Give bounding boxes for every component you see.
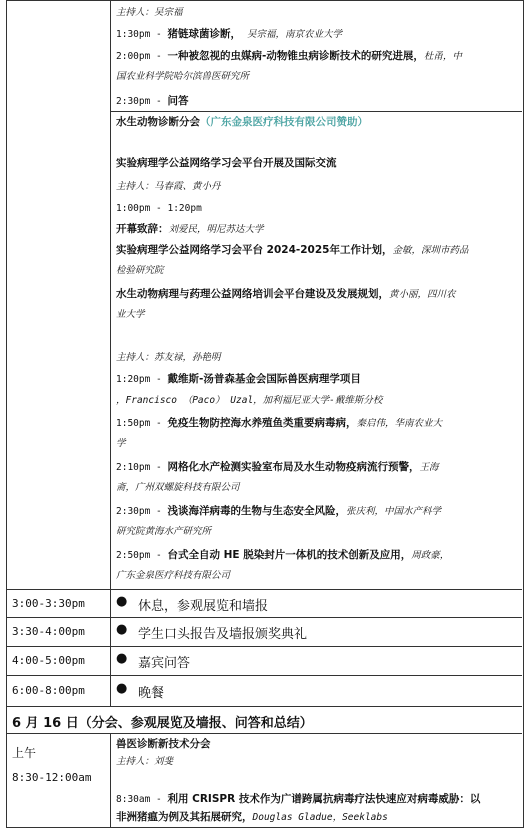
host-line: 主持人：苏友禄，孙艳明 <box>116 352 221 363</box>
row-divider <box>6 617 522 618</box>
day-header: 6 月 16 日（分会、参观展览及墙报、问答和总结） <box>12 716 313 731</box>
row-divider <box>6 589 522 590</box>
talk-title: 戴维斯-汤普森基金会国际兽医病理学项目 <box>167 373 361 385</box>
talk-speaker: 吴宗福，南京农业大学 <box>246 29 342 40</box>
row-time: 4:00-5:00pm <box>12 654 85 667</box>
forum-title: 实验病理学公益网络学习会平台开展及国际交流 <box>116 157 337 169</box>
bullet-icon: ● <box>116 651 128 666</box>
session-title: 水生动物诊断分会（广东金泉医疗科技有限公司赞助） <box>116 116 368 128</box>
talk-line: 2:00pm - 一种被忽视的虫媒病-动物锥虫病诊断技术的研究进展，杜甬，中 <box>116 50 462 62</box>
talk-line: 1:20pm - 戴维斯-汤普森基金会国际兽医病理学项目 <box>116 373 361 385</box>
talk-line: 水生动物病理与药理公益网络培训会平台建设及发展规划，黄小丽，四川农 <box>116 288 456 300</box>
talk-title: 猪链球菌诊断， <box>167 28 241 40</box>
row-item: 学生口头报告及墙报颁奖典礼 <box>138 627 308 642</box>
talk-title: 台式全自动 HE 脱染封片一体机的技术创新及应用， <box>167 549 412 561</box>
talk-line: 1:30pm - 猪链球菌诊断， 吴宗福，南京农业大学 <box>116 28 342 40</box>
talk-line: 2:10pm - 网格化水产检测实验室布局及水生动物疫病流行预警，王海 <box>116 461 439 473</box>
bullet-icon: ● <box>116 681 128 696</box>
talk-title: 利用 CRISPR 技术作为广谱跨属抗病毒疗法快速应对病毒威胁：以 <box>167 793 481 805</box>
talk-title: 免疫生物防控海水养殖鱼类重要病毒病， <box>167 417 357 429</box>
qa-line: 2:30pm - 问答 <box>116 95 189 107</box>
bullet-icon: ● <box>116 622 128 637</box>
row-divider <box>110 111 522 112</box>
column-divider-lower <box>110 733 111 828</box>
row-time: 3:30-4:00pm <box>12 625 85 638</box>
talk-title: 浅谈海洋病毒的生物与生态安全风险， <box>167 505 346 517</box>
row-divider <box>6 646 522 647</box>
row-divider <box>6 675 522 676</box>
host-line: 主持人：马春霞、黄小丹 <box>116 181 221 192</box>
row-item: 晚餐 <box>138 686 165 701</box>
row-time: 6:00-8:00pm <box>12 684 85 697</box>
talk-title: 网格化水产检测实验室布局及水生动物疫病流行预警， <box>167 461 420 473</box>
talk-line-cont: 非洲猪瘟为例及其拓展研究，Douglas Gladue，Seeklabs <box>116 811 388 823</box>
opening-line: 开幕致辞：刘爱民，明尼苏达大学 <box>116 223 264 235</box>
talk-line: 2:50pm - 台式全自动 HE 脱染封片一体机的技术创新及应用，周政豪， <box>116 549 450 561</box>
talk-line: 1:50pm - 免疫生物防控海水养殖鱼类重要病毒病，秦启伟，华南农业大 <box>116 417 442 429</box>
talk-speaker: ，Francisco （Paco） Uzal，加利福尼亚大学-戴维斯分校 <box>116 395 383 406</box>
talk-line: 实验病理学公益网络学习会平台 2024-2025年工作计划，金敏，深圳市药品 <box>116 244 469 256</box>
talk-speaker-cont: 国农业科学院哈尔滨兽医研究所 <box>116 71 250 82</box>
period-label: 上午 <box>12 746 37 760</box>
column-divider <box>110 0 111 707</box>
talk-line: 8:30am - 利用 CRISPR 技术作为广谱跨属抗病毒疗法快速应对病毒威胁：以 <box>116 793 481 805</box>
row-divider <box>6 733 522 734</box>
row-time: 3:00-3:30pm <box>12 597 85 610</box>
session-title: 兽医诊断新技术分会 <box>116 738 211 750</box>
talk-speaker: 杜甬，中 <box>423 51 462 62</box>
talk-title: 一种被忽视的虫媒病-动物锥虫病诊断技术的研究进展， <box>167 50 424 62</box>
schedule-table: 主持人：吴宗福 1:30pm - 猪链球菌诊断， 吴宗福，南京农业大学 2:00pm - 一种被忽视的虫媒病-动物锥虫病诊断技术的研究进展，杜甬，中 国农业科学院哈尔滨兽医研究所 2:30pm - 问答 水生动物诊断分会（广东金泉医疗科技有限公司赞助） 实验病理学公益网络学习会平台开展及国际交流 主持人：马春霞、黄小丹 1:00pm - 1:20pm 开幕致辞：刘爱民，明尼苏达大学 实验病理学公益网络学习会平台 2024-2025年工作计划，金敏，深圳市药品 检验研究院 水生动物病理与药理公益网络培训会平台建设及发展规划，黄小丽，四川农 业大学 主持人：苏友禄，孙艳明 1:20pm - 戴维斯-汤普森基金会国际兽医病理学项目 ，Francisco （Paco） Uzal，加利福尼亚大学-戴维斯分校 1:50pm - 免疫生物防控海水养殖鱼类重要病毒病，秦启伟，华南农业大 学 2:10pm - 网格化水产检测实验室布局及水生动物疫病流行预警，王海 斋，广州双螺旋科技有限公司 2:30pm - 浅谈海洋病毒的生物与生态安全风险，张庆利，中国水产科学 研究院黄海水产研究所 2:50pm - 台式全自动 HE 脱染封片一体机的技术创新及应用，周政豪， 广东金泉医疗科技有限公司 3:00-3:30pm ● 休息，参观展览和墙报 3:30-4:00pm ● 学生口头报告及墙报颁奖典礼 4:00-5:00pm ● 嘉宾问答 6:00-8:00pm ● 晚餐 6 月 16 日（分会、参观展览及墙报、问答和总结） 上午 8:30-12:00am 兽医诊断新技术分会 主持人：刘斐 8:30am - 利用 CRISPR 技术作为广谱跨属抗病毒疗法快速应对病毒威胁：以 非洲猪瘟为例及其拓展研究，Douglas Gladue，Seeklabs <box>6 0 524 828</box>
sponsor-label: （广东金泉医疗科技有限公司赞助） <box>200 116 368 128</box>
row-item: 休息，参观展览和墙报 <box>138 599 269 614</box>
period-time: 8:30-12:00am <box>12 771 92 784</box>
bullet-icon: ● <box>116 594 128 609</box>
time-range: 1:00pm - 1:20pm <box>116 203 202 214</box>
host-line: 主持人：吴宗福 <box>116 7 183 18</box>
row-divider <box>6 706 522 707</box>
talk-line: 2:30pm - 浅谈海洋病毒的生物与生态安全风险，张庆利，中国水产科学 <box>116 505 441 517</box>
host-line: 主持人：刘斐 <box>116 756 174 767</box>
row-item: 嘉宾问答 <box>138 656 191 671</box>
